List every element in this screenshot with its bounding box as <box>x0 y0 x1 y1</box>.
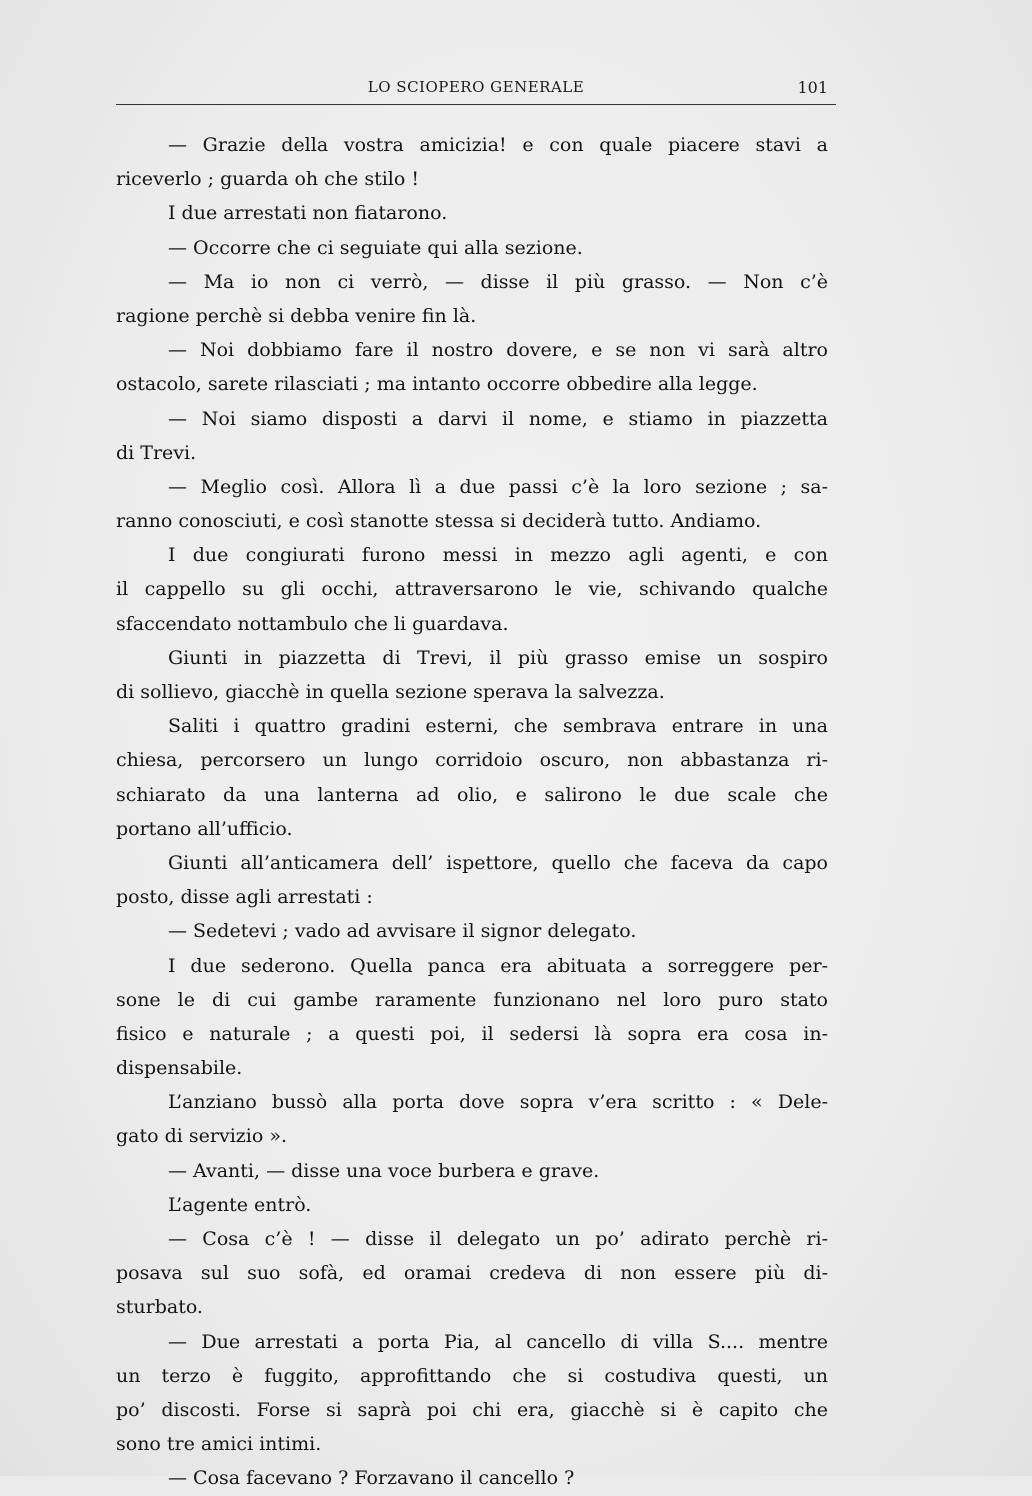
text-line: — Sedetevi ; vado ad avvisare il signor delegato. <box>168 920 637 943</box>
text-line: — Grazie della vostra amicizia! e con quale piacere stavi a <box>168 134 828 156</box>
text-line: — Noi siamo disposti a darvi il nome, e stiamo in piazzetta <box>168 407 828 430</box>
body-text <box>116 128 828 1496</box>
text-line: sfaccendato nottambulo che li guardava. <box>116 612 509 635</box>
text-line: sono tre amici intimi. <box>116 1433 322 1456</box>
text-line: I due congiurati furono messi in mezzo agli agenti, e con <box>168 544 828 567</box>
header-rule <box>116 104 836 105</box>
text-line: L’anziano bussò alla porta dove sopra v’era scritto : « Dele- <box>168 1091 828 1114</box>
text-line: dispensabile. <box>116 1057 243 1080</box>
text-line: I due arrestati non fiatarono. <box>168 202 448 225</box>
text-line: sone le di cui gambe raramente funzionano nel loro puro stato <box>116 988 828 1011</box>
text-line: — Meglio così. Allora lì a due passi c’è la loro sezione ; sa- <box>168 475 828 498</box>
text-line: L’agente entrò. <box>168 1193 312 1216</box>
text-line: — Due arrestati a porta Pia, al cancello di villa S.... mentre <box>168 1330 828 1353</box>
text-line: gato di servizio ». <box>116 1125 287 1148</box>
text-line: un terzo è fuggito, approfittando che si costudiva questi, un <box>116 1364 828 1387</box>
text-line: — Ma io non ci verrò, — disse il più grasso. — Non c’è <box>168 270 828 293</box>
text-line: di sollievo, giacchè in quella sezione sperava la salvezza. <box>116 681 665 703</box>
text-line: ranno conosciuti, e così stanotte stessa si deciderà tutto. Andiamo. <box>116 510 762 533</box>
running-title: LO SCIOPERO GENERALE <box>367 78 585 96</box>
text-line: di Trevi. <box>116 441 197 464</box>
text-line: — Noi dobbiamo fare il nostro dovere, e se non vi sarà altro <box>168 339 828 362</box>
text-line: portano all’ufficio. <box>116 817 293 840</box>
text-line: — Cosa c’è ! — disse il delegato un po’ adirato perchè ri- <box>168 1228 828 1250</box>
text-line: chiesa, percorsero un lungo corridoio oscuro, non abbastanza ri- <box>116 749 828 772</box>
text-line: — Occorre che ci seguiate qui alla sezione. <box>168 236 583 259</box>
text-line: ostacolo, sarete rilasciati ; ma intanto occorre obbedire alla legge. <box>116 373 758 396</box>
text-line: — Avanti, — disse una voce burbera e grave. <box>168 1159 600 1182</box>
text-line: Saliti i quattro gradini esterni, che sembrava entrare in una <box>168 715 828 738</box>
text-line: sturbato. <box>116 1296 203 1319</box>
text-line: Giunti in piazzetta di Trevi, il più grasso emise un sospiro <box>168 646 828 669</box>
text-line: po’ discosti. Forse si saprà poi chi era, giacchè si è capito che <box>116 1398 828 1421</box>
text-line: fisico e naturale ; a questi poi, il sedersi là sopra era cosa in- <box>116 1022 828 1045</box>
text-line: Giunti all’anticamera dell’ ispettore, quello che faceva da capo <box>168 851 828 874</box>
text-line: ragione perchè si debba venire fin là. <box>116 304 477 327</box>
text-line: riceverlo ; guarda oh che stilo ! <box>116 168 419 191</box>
text-line: I due sederono. Quella panca era abituata a sorreggere per- <box>168 954 828 977</box>
text-line: posava sul suo sofà, ed oramai credeva di non essere più di- <box>116 1262 828 1285</box>
page-number: 101 <box>797 78 828 97</box>
text-line: posto, disse agli arrestati : <box>116 886 373 909</box>
running-header <box>116 78 836 102</box>
text-line: schiarato da una lanterna ad olio, e salirono le due scale che <box>116 783 828 806</box>
text-line: — Cosa facevano ? Forzavano il cancello ? <box>168 1467 575 1490</box>
text-line: il cappello su gli occhi, attraversarono le vie, schivando qualche <box>116 578 828 601</box>
